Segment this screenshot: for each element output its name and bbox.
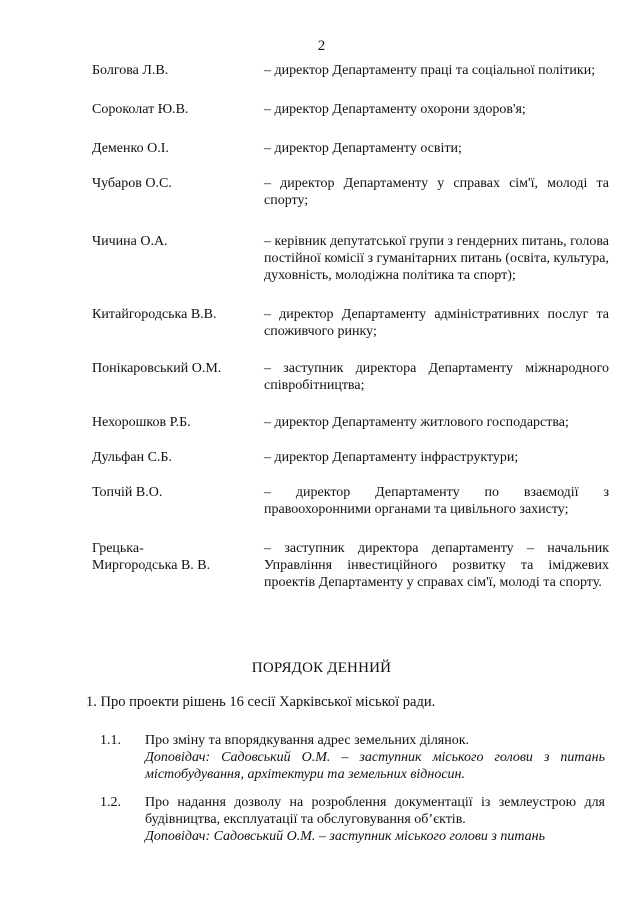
attendee-name: Китайгородська В.В. [92,307,217,322]
subitem-speaker: Доповідач: Садовський О.М. – заступник міського голови з питань містобудування, архітектури та земельних відносин. [145,750,605,782]
attendee-role: – директор Департаменту адміністративних послуг та споживчого ринку; [264,307,609,339]
attendee-row [92,306,612,340]
attendee-role: – керівник депутатської групи з гендерних питань, голова постійної комісії з гуманітарних питань (освіта, культура, духовність, молодіжна політика та спорт); [264,234,610,283]
attendee-row [92,233,612,284]
attendee-row [92,101,612,118]
attendee-role: – директор Департаменту освіти; [264,141,462,156]
subitem-number: 1.2. [100,795,121,810]
attendee-name: Понікаровський О.М. [92,361,222,376]
attendee-row [92,62,612,79]
attendee-role: – директор Департаменту інфраструктури; [264,450,519,465]
attendee-row [92,175,612,209]
attendee-row [92,414,612,431]
agenda-subitem [100,794,610,845]
subitem-title: Про зміну та впорядкування адрес земельних ділянок. [145,733,470,748]
agenda-item: 1. Про проекти рішень 16 сесії Харківської міської ради. [86,694,436,710]
attendee-name: Нехорошков Р.Б. [92,415,191,430]
attendee-row [92,449,612,466]
attendee-name: Болгова Л.В. [92,63,169,78]
attendee-name: Чичина О.А. [92,234,168,249]
attendee-role: – директор Департаменту праці та соціальної політики; [264,63,596,78]
attendee-role: – заступник директора департаменту – начальник Управління інвестиційного розвитку та іміджевих проектів Департаменту у справах сім'ї, молоді та спорту. [264,541,609,590]
attendee-name: Грецька- Миргородська В. В. [92,541,211,573]
page-number: 2 [317,38,326,54]
attendee-role: – директор Департаменту житлового господарства; [264,415,569,430]
attendee-role: – директор Департаменту у справах сім'ї, молоді та спорту; [264,176,609,208]
subitem-speaker: Доповідач: Садовський О.М. – заступник міського голови з питань [145,829,545,844]
subitem-title: Про надання дозволу на розроблення документації із землеустрою для будівництва, експлуатації та обслуговування об’єктів. [145,795,605,827]
attendee-row [92,484,612,518]
attendee-name: Топчій В.О. [92,485,163,500]
subitem-number: 1.1. [100,733,121,748]
attendee-name: Сороколат Ю.В. [92,102,189,117]
attendee-list [92,62,612,611]
agenda-subitem [100,732,610,783]
attendee-row [92,140,612,157]
attendee-name: Чубаров О.С. [92,176,172,191]
attendee-name: Деменко О.І. [92,141,169,156]
attendee-role: – директор Департаменту по взаємодії з правоохоронними органами та цивільного захисту; [264,485,609,517]
attendee-role: – заступник директора Департаменту міжнародного співробітництва; [264,361,609,393]
agenda-title: ПОРЯДОК ДЕННИЙ [251,660,392,676]
attendee-row [92,540,612,591]
attendee-name: Дульфан С.Б. [92,450,172,465]
attendee-role: – директор Департаменту охорони здоров'я; [264,102,526,117]
attendee-row [92,360,612,394]
